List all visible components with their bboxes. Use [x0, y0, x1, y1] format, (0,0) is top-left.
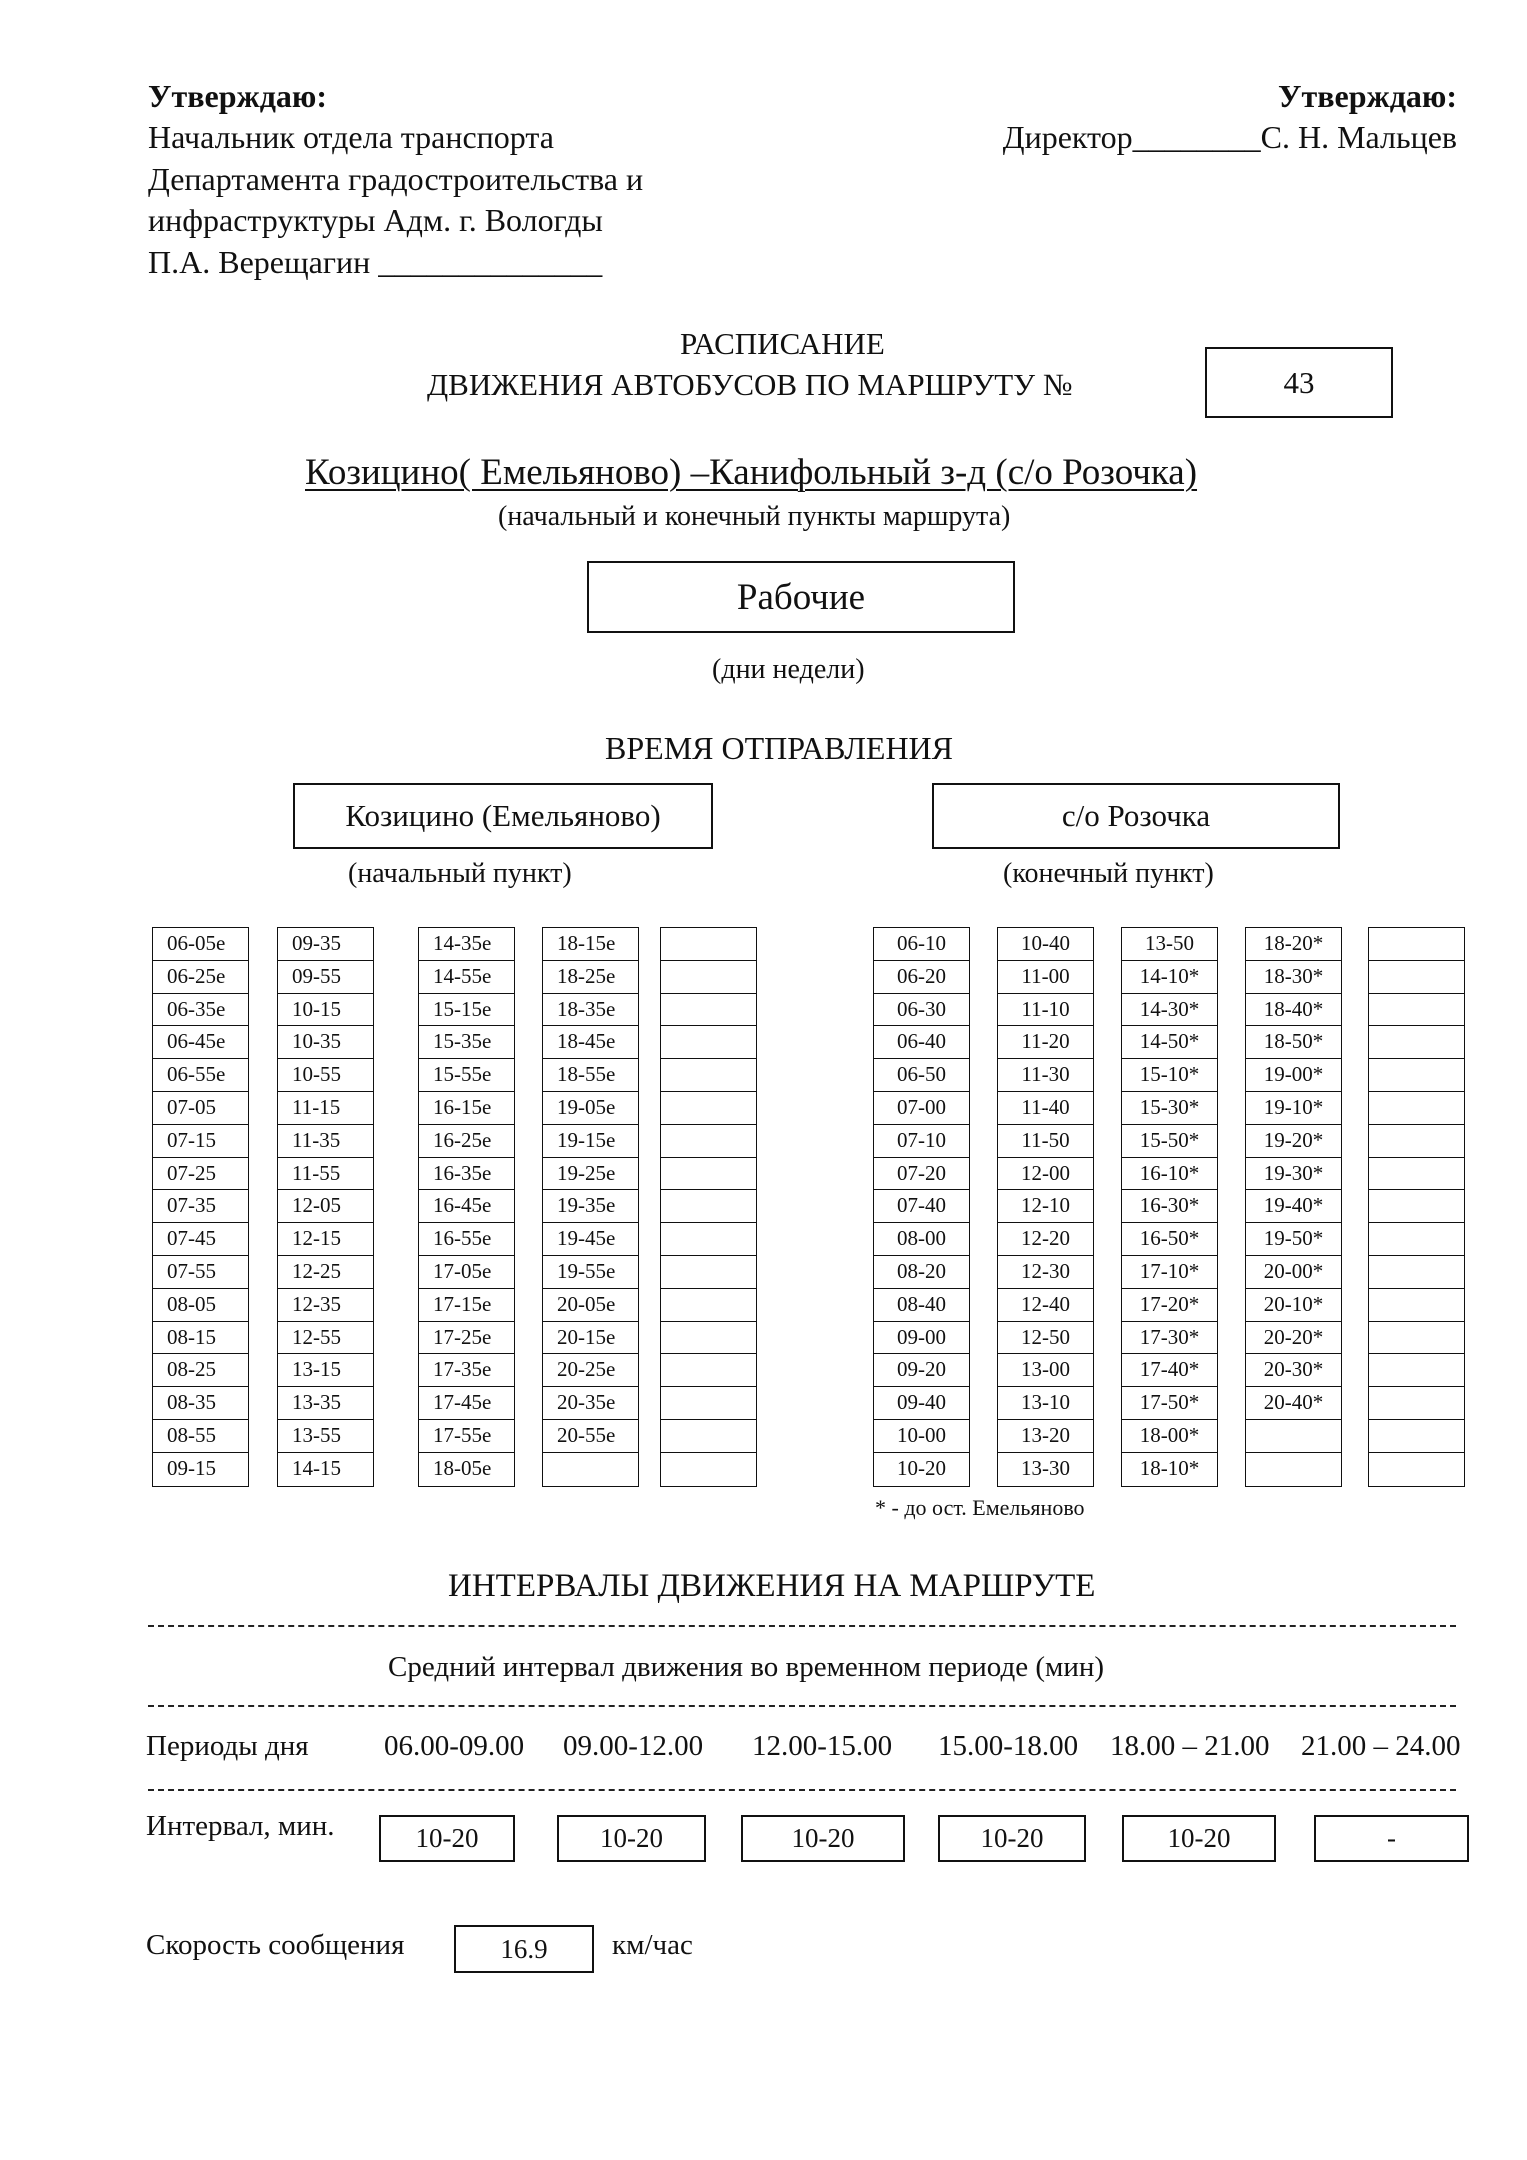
- time-cell: 16-35е: [419, 1158, 514, 1191]
- time-cell: 10-00: [874, 1420, 969, 1453]
- time-cell: 08-20: [874, 1256, 969, 1289]
- time-cell: [1246, 1453, 1341, 1486]
- time-cell: 08-00: [874, 1223, 969, 1256]
- time-cell: 09-00: [874, 1322, 969, 1355]
- time-cell: 17-35е: [419, 1354, 514, 1387]
- start-column-1: [152, 927, 249, 1487]
- end-column-1: [873, 927, 970, 1487]
- time-cell: 10-55: [278, 1059, 373, 1092]
- time-cell: 08-05: [153, 1289, 248, 1322]
- interval-value-2: 10-20: [600, 1823, 663, 1853]
- time-cell: [1369, 1289, 1464, 1322]
- time-cell: 08-15: [153, 1322, 248, 1355]
- time-cell: 06-45е: [153, 1026, 248, 1059]
- time-cell: 09-15: [167, 1455, 216, 1480]
- time-cell: 20-25е: [543, 1354, 638, 1387]
- time-cell: 13-00: [998, 1354, 1093, 1387]
- time-cell: 11-40: [998, 1092, 1093, 1125]
- route-caption: (начальный и конечный пункты маршрута): [498, 501, 1011, 532]
- time-cell: 16-25е: [419, 1125, 514, 1158]
- time-cell: 10-40: [998, 928, 1093, 961]
- time-cell: [661, 1026, 756, 1059]
- time-cell: [661, 994, 756, 1027]
- days-box: [587, 561, 1015, 633]
- time-cell: 19-45е: [543, 1223, 638, 1256]
- time-cell: 12-20: [998, 1223, 1093, 1256]
- time-cell: 08-35: [153, 1387, 248, 1420]
- time-cell: 17-05е: [419, 1256, 514, 1289]
- time-cell: [1369, 1158, 1464, 1191]
- time-cell: 09-35: [278, 928, 373, 961]
- time-cell: [661, 1190, 756, 1223]
- divider-2: [148, 1705, 1456, 1707]
- time-cell: 07-35: [153, 1190, 248, 1223]
- time-cell: 09-20: [874, 1354, 969, 1387]
- interval-value-1: 10-20: [415, 1823, 479, 1853]
- end-point-box: [932, 783, 1340, 849]
- time-cell: 16-45е: [419, 1190, 514, 1223]
- time-cell: 13-30: [1021, 1455, 1070, 1480]
- time-cell: [1369, 1387, 1464, 1420]
- time-cell: 12-50: [998, 1322, 1093, 1355]
- period-3: 12.00-15.00: [752, 1730, 893, 1762]
- time-cell: 12-40: [998, 1289, 1093, 1322]
- time-cell: 14-30*: [1122, 994, 1217, 1027]
- time-cell: 20-00*: [1246, 1256, 1341, 1289]
- time-cell: [661, 1420, 756, 1453]
- title-line-2: ДВИЖЕНИЯ АВТОБУСОВ ПО МАРШРУТУ №: [427, 367, 1073, 402]
- time-cell: 12-10: [998, 1190, 1093, 1223]
- start-point-box: [293, 783, 713, 849]
- time-cell: [1369, 1026, 1464, 1059]
- time-cell: 13-15: [278, 1354, 373, 1387]
- start-point-name: Козицино (Емельяново): [345, 798, 661, 833]
- time-cell: 06-55е: [153, 1059, 248, 1092]
- time-cell: 19-35е: [543, 1190, 638, 1223]
- time-cell: [1369, 1453, 1464, 1486]
- divider-1: [148, 1625, 1456, 1627]
- time-cell: 11-20: [998, 1026, 1093, 1059]
- approval-left-line-2: Департамента градостроительства и: [148, 161, 644, 197]
- time-cell: 15-50*: [1122, 1125, 1217, 1158]
- time-cell: 19-15е: [543, 1125, 638, 1158]
- time-cell: 18-35е: [543, 994, 638, 1027]
- interval-label: Интервал, мин.: [146, 1810, 335, 1842]
- end-point-caption: (конечный пункт): [1003, 858, 1214, 889]
- periods-label: Периоды дня: [146, 1730, 309, 1762]
- speed-unit: км/час: [612, 1929, 693, 1961]
- time-cell: [1246, 1420, 1341, 1453]
- time-cell: 19-40*: [1246, 1190, 1341, 1223]
- footnote: * - до ост. Емельяново: [875, 1495, 1085, 1520]
- time-cell: 12-30: [998, 1256, 1093, 1289]
- period-1: 06.00-09.00: [384, 1730, 525, 1762]
- time-cell: [1369, 1354, 1464, 1387]
- time-cell: [1369, 1092, 1464, 1125]
- time-cell: 08-55: [153, 1420, 248, 1453]
- end-column-3: [1121, 927, 1218, 1487]
- interval-box-3: [741, 1815, 905, 1862]
- time-cell: 19-25е: [543, 1158, 638, 1191]
- time-cell: 13-50: [1122, 928, 1217, 961]
- interval-box-4: [938, 1815, 1086, 1862]
- time-cell: 07-15: [153, 1125, 248, 1158]
- time-cell: 18-25е: [543, 961, 638, 994]
- time-cell: 14-10*: [1122, 961, 1217, 994]
- time-cell: 12-00: [998, 1158, 1093, 1191]
- approval-left-line-3: инфраструктуры Адм. г. Вологды: [148, 202, 603, 238]
- time-cell: 18-15е: [543, 928, 638, 961]
- speed-box: [454, 1925, 594, 1973]
- time-cell: [661, 1092, 756, 1125]
- time-cell: 18-50*: [1246, 1026, 1341, 1059]
- time-cell: [1369, 1322, 1464, 1355]
- time-cell: 15-35е: [419, 1026, 514, 1059]
- time-cell: 20-05е: [543, 1289, 638, 1322]
- speed-value: 16.9: [500, 1933, 548, 1964]
- time-cell: 11-30: [998, 1059, 1093, 1092]
- time-cell: 09-40: [874, 1387, 969, 1420]
- time-cell: [661, 1289, 756, 1322]
- time-cell: 06-20: [874, 961, 969, 994]
- time-cell: [543, 1453, 638, 1486]
- time-cell: [1369, 1223, 1464, 1256]
- time-cell: 14-35е: [419, 928, 514, 961]
- time-cell: [661, 1322, 756, 1355]
- approval-left-heading: Утверждаю:: [148, 78, 327, 114]
- time-cell: 18-45е: [543, 1026, 638, 1059]
- time-cell: 15-15е: [419, 994, 514, 1027]
- time-cell: 19-20*: [1246, 1125, 1341, 1158]
- time-cell: 06-30: [874, 994, 969, 1027]
- time-cell: [661, 1223, 756, 1256]
- time-cell: [661, 928, 756, 961]
- time-cell: 15-55е: [419, 1059, 514, 1092]
- end-column-4: [1245, 927, 1342, 1487]
- time-cell: 16-15е: [419, 1092, 514, 1125]
- time-cell: 06-50: [874, 1059, 969, 1092]
- time-cell: 19-30*: [1246, 1158, 1341, 1191]
- speed-label: Скорость сообщения: [146, 1929, 405, 1961]
- period-6: 21.00 – 24.00: [1301, 1730, 1461, 1762]
- time-cell: 17-25е: [419, 1322, 514, 1355]
- time-cell: 18-05е: [433, 1455, 492, 1480]
- time-cell: [661, 1059, 756, 1092]
- approval-right-line: Директор________С. Н. Мальцев: [1002, 119, 1457, 155]
- start-column-3: [418, 927, 515, 1487]
- time-cell: 18-10*: [1139, 1455, 1200, 1480]
- time-cell: 17-55е: [419, 1420, 514, 1453]
- time-cell: 06-10: [874, 928, 969, 961]
- time-cell: 07-10: [874, 1125, 969, 1158]
- time-cell: 16-30*: [1122, 1190, 1217, 1223]
- time-cell: 06-05е: [153, 928, 248, 961]
- time-cell: [1369, 1256, 1464, 1289]
- time-cell: 20-10*: [1246, 1289, 1341, 1322]
- start-point-caption: (начальный пункт): [348, 858, 572, 889]
- time-cell: 06-25е: [153, 961, 248, 994]
- time-cell: 17-30*: [1122, 1322, 1217, 1355]
- time-cell: 07-40: [874, 1190, 969, 1223]
- title-line-1: РАСПИСАНИЕ: [680, 326, 885, 361]
- time-cell: 07-00: [874, 1092, 969, 1125]
- time-cell: 16-55е: [419, 1223, 514, 1256]
- time-cell: 06-35е: [153, 994, 248, 1027]
- interval-box-2: [557, 1815, 706, 1862]
- time-cell: [1369, 1059, 1464, 1092]
- time-cell: 20-30*: [1246, 1354, 1341, 1387]
- time-cell: 08-25: [153, 1354, 248, 1387]
- start-column-4: [542, 927, 639, 1487]
- time-cell: 17-20*: [1122, 1289, 1217, 1322]
- interval-box-5: [1122, 1815, 1276, 1862]
- period-4: 15.00-18.00: [938, 1730, 1079, 1762]
- approval-left-line-4: П.А. Верещагин ______________: [148, 244, 603, 280]
- route-number-box: [1205, 347, 1393, 418]
- time-cell: 20-40*: [1246, 1387, 1341, 1420]
- time-cell: 13-35: [278, 1387, 373, 1420]
- time-cell: 07-55: [153, 1256, 248, 1289]
- interval-value-6: -: [1387, 1823, 1396, 1853]
- time-cell: 13-55: [278, 1420, 373, 1453]
- time-cell: [661, 1453, 756, 1486]
- time-cell: 20-20*: [1246, 1322, 1341, 1355]
- time-cell: 13-10: [998, 1387, 1093, 1420]
- intervals-subheading: Средний интервал движения во временном периоде (мин): [388, 1651, 1105, 1683]
- end-column-5: [1368, 927, 1465, 1487]
- start-column-5: [660, 927, 757, 1487]
- time-cell: 19-10*: [1246, 1092, 1341, 1125]
- time-cell: 17-45е: [419, 1387, 514, 1420]
- time-cell: 07-05: [153, 1092, 248, 1125]
- time-cell: 12-55: [278, 1322, 373, 1355]
- days-value: Рабочие: [736, 576, 866, 618]
- time-cell: [1369, 928, 1464, 961]
- time-cell: 19-00*: [1246, 1059, 1341, 1092]
- time-cell: 12-05: [278, 1190, 373, 1223]
- time-cell: 07-20: [874, 1158, 969, 1191]
- time-cell: [1369, 1420, 1464, 1453]
- time-cell: 19-55е: [543, 1256, 638, 1289]
- time-cell: 12-25: [278, 1256, 373, 1289]
- end-column-2: [997, 927, 1094, 1487]
- divider-3: [148, 1789, 1456, 1791]
- days-caption: (дни недели): [712, 654, 865, 685]
- time-cell: 18-00*: [1122, 1420, 1217, 1453]
- time-cell: 19-05е: [543, 1092, 638, 1125]
- time-cell: 17-40*: [1122, 1354, 1217, 1387]
- interval-value-3: 10-20: [791, 1823, 855, 1853]
- start-column-2: [277, 927, 374, 1487]
- time-cell: 11-10: [998, 994, 1093, 1027]
- time-cell: [661, 1354, 756, 1387]
- time-cell: 15-10*: [1122, 1059, 1217, 1092]
- time-cell: [1369, 961, 1464, 994]
- time-cell: 18-55е: [543, 1059, 638, 1092]
- time-cell: 14-15: [292, 1455, 341, 1480]
- intervals-heading: ИНТЕРВАЛЫ ДВИЖЕНИЯ НА МАРШРУТЕ: [448, 1568, 1096, 1604]
- time-cell: 20-15е: [543, 1322, 638, 1355]
- time-cell: 18-20*: [1246, 928, 1341, 961]
- time-cell: 20-35е: [543, 1387, 638, 1420]
- time-cell: 06-40: [874, 1026, 969, 1059]
- period-5: 18.00 – 21.00: [1110, 1730, 1270, 1762]
- time-cell: 18-30*: [1246, 961, 1341, 994]
- time-cell: [1369, 1125, 1464, 1158]
- time-cell: 11-15: [278, 1092, 373, 1125]
- approval-right-heading: Утверждаю:: [1278, 78, 1457, 114]
- time-cell: [661, 961, 756, 994]
- time-cell: 17-15е: [419, 1289, 514, 1322]
- time-cell: 12-15: [278, 1223, 373, 1256]
- approval-left-line-1: Начальник отдела транспорта: [148, 119, 554, 155]
- time-cell: [661, 1125, 756, 1158]
- time-cell: 15-30*: [1122, 1092, 1217, 1125]
- time-cell: [661, 1387, 756, 1420]
- time-cell: 11-35: [278, 1125, 373, 1158]
- interval-box-6: [1314, 1815, 1469, 1862]
- time-cell: 14-55е: [419, 961, 514, 994]
- time-cell: [661, 1256, 756, 1289]
- time-cell: 20-55е: [543, 1420, 638, 1453]
- time-cell: 17-50*: [1122, 1387, 1217, 1420]
- interval-box-1: [379, 1815, 515, 1862]
- time-cell: 12-35: [278, 1289, 373, 1322]
- route-name: Козицино( Емельяново) –Канифольный з-д (с/о Розочка): [305, 452, 1198, 493]
- end-point-name: с/о Розочка: [1061, 798, 1211, 833]
- time-cell: 11-50: [998, 1125, 1093, 1158]
- interval-value-5: 10-20: [1167, 1823, 1231, 1853]
- time-cell: [1369, 1190, 1464, 1223]
- route-number: 43: [1283, 364, 1315, 400]
- time-cell: [661, 1158, 756, 1191]
- time-cell: 11-00: [998, 961, 1093, 994]
- interval-value-4: 10-20: [980, 1823, 1044, 1853]
- time-cell: 07-25: [153, 1158, 248, 1191]
- time-cell: 19-50*: [1246, 1223, 1341, 1256]
- time-cell: 10-20: [897, 1455, 946, 1480]
- time-cell: 17-10*: [1122, 1256, 1217, 1289]
- time-cell: 10-35: [278, 1026, 373, 1059]
- time-cell: 14-50*: [1122, 1026, 1217, 1059]
- period-2: 09.00-12.00: [563, 1730, 704, 1762]
- time-cell: 10-15: [278, 994, 373, 1027]
- time-cell: 07-45: [153, 1223, 248, 1256]
- time-cell: 18-40*: [1246, 994, 1341, 1027]
- time-cell: 08-40: [874, 1289, 969, 1322]
- time-cell: [1369, 994, 1464, 1027]
- departure-heading: ВРЕМЯ ОТПРАВЛЕНИЯ: [605, 730, 953, 766]
- time-cell: 11-55: [278, 1158, 373, 1191]
- time-cell: 13-20: [998, 1420, 1093, 1453]
- time-cell: 09-55: [278, 961, 373, 994]
- time-cell: 16-50*: [1122, 1223, 1217, 1256]
- time-cell: 16-10*: [1122, 1158, 1217, 1191]
